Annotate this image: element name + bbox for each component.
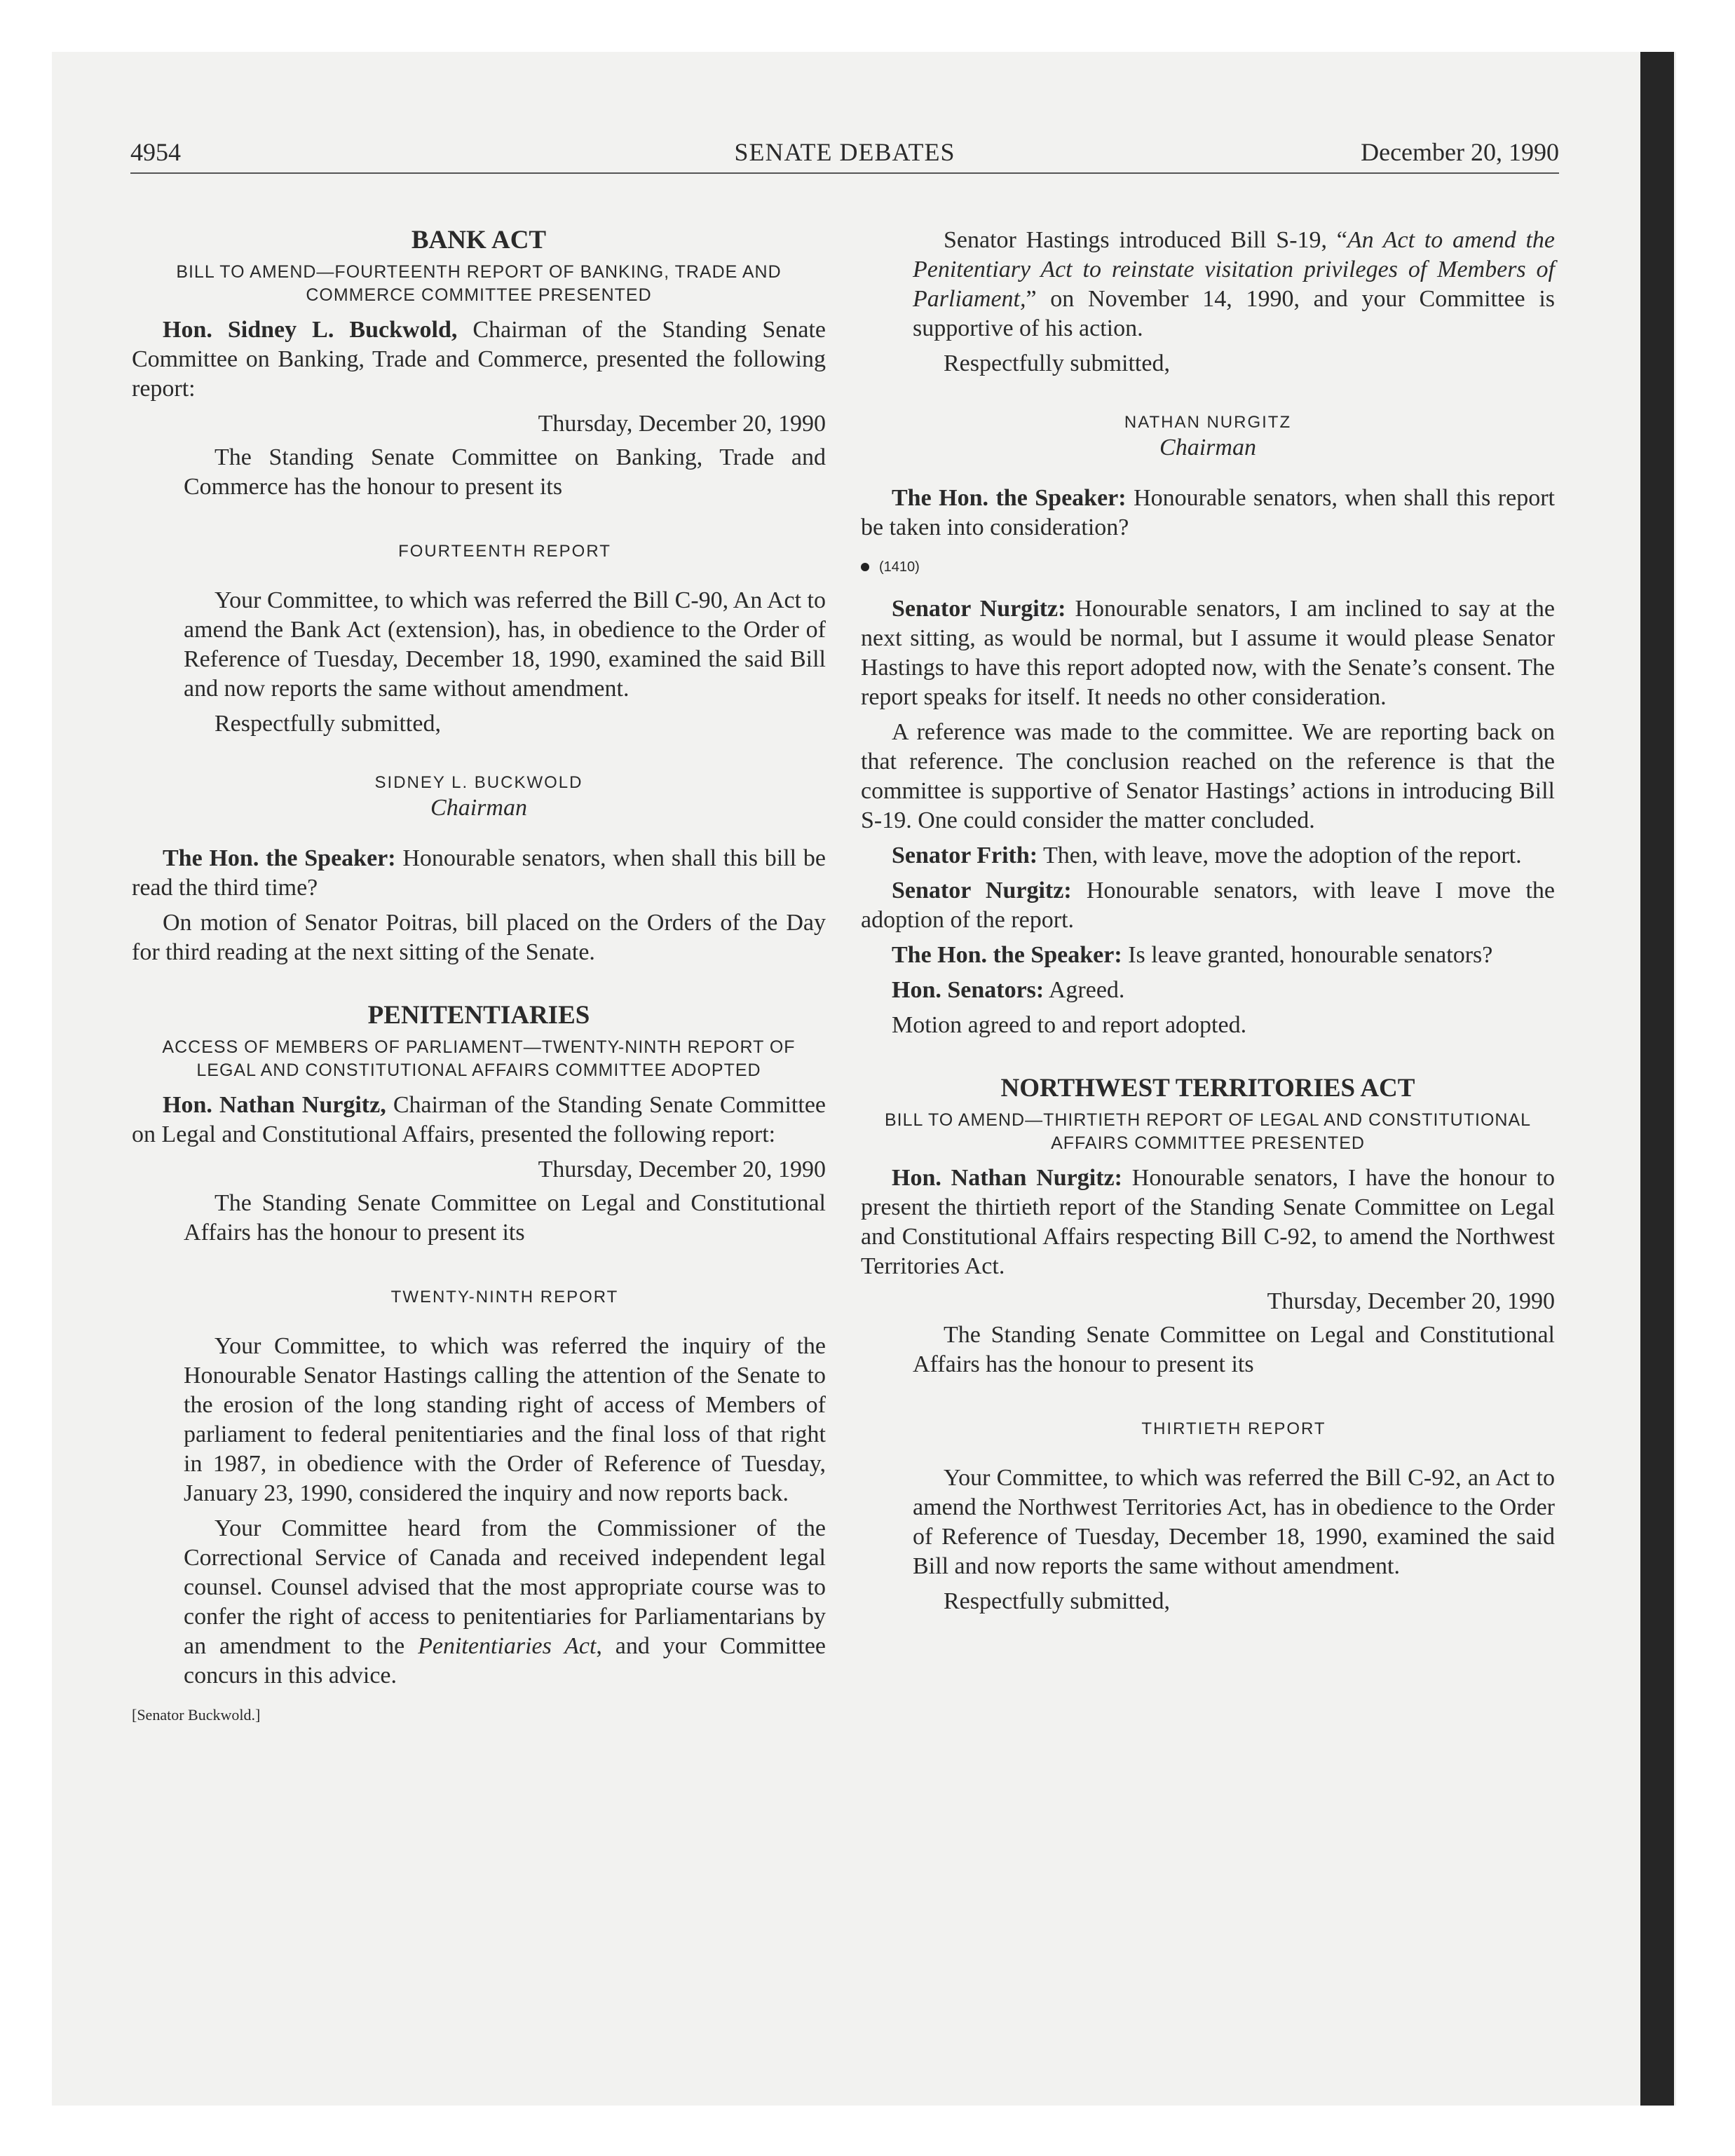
paragraph: On motion of Senator Poitras, bill placed on the Orders of the Day for third reading at the next sitting of the Senate.	[132, 910, 826, 965]
speaker-name: Senator Nurgitz:	[892, 878, 1072, 903]
page-footnote: [Senator Buckwold.]	[132, 1706, 261, 1724]
paragraph: The Hon. the Speaker: Honourable senators, when shall this report be taken into consideration?	[861, 485, 1555, 540]
report-quote	[913, 226, 1555, 378]
paragraph: Senator Nurgitz: Honourable senators, I am inclined to say at the next sitting, as would be normal, but I assume it would please Senator Hastings to have this report adopted now, with the Senate’s consent. The report speaks for itself. It needs no other consideration.	[861, 596, 1556, 710]
paragraph: Your Committee, to which was referred the Bill C-90, An Act to amend the Bank Act (extension), has, in obedience to the Order of Reference of Tuesday, December 18, 1990, examined the said Bill and now reports the same without amendment.	[184, 587, 826, 702]
paragraph: Motion agreed to and report adopted.	[892, 1012, 1247, 1038]
paragraph: The Hon. the Speaker: Is leave granted, honourable senators?	[892, 942, 1493, 968]
page-number: 4954	[130, 138, 181, 166]
signatory-role: Chairman	[1159, 435, 1256, 460]
page-header	[130, 137, 1559, 174]
report-title: FOURTEENTH REPORT	[398, 542, 611, 561]
speaker-name: Hon. Senators:	[892, 977, 1045, 1003]
bullet-icon	[861, 563, 869, 571]
section-subheading: BILL TO AMEND—FOURTEENTH REPORT OF BANKING, TRADE AND COMMERCE COMMITTEE PRESENTED	[176, 262, 782, 305]
report-date: Thursday, December 20, 1990	[538, 411, 826, 437]
time-marker: (1410)	[861, 552, 1555, 582]
report-quote	[184, 443, 826, 739]
paragraph: The Hon. the Speaker: Honourable senators, when shall this bill be read the third time?	[132, 845, 826, 901]
speaker-name: Hon. Sidney L. Buckwold,	[163, 317, 458, 343]
section-subheading: ACCESS OF MEMBERS OF PARLIAMENT—TWENTY-NINTH REPORT OF LEGAL AND CONSTITUTIONAL AFFAIRS COMMITTEE ADOPTED	[162, 1037, 796, 1080]
paragraph: Your Committee, to which was referred the inquiry of the Honourable Senator Hastings calling the attention of the Senate to the erosion of the long standing right of access of Members of parliament to federal penitentiaries and the final loss of that right in 1987, in obedience with the Order of Reference of Tuesday, January 23, 1990, considered the inquiry and now reports back.	[184, 1333, 826, 1506]
signatory: SIDNEY L. BUCKWOLD	[374, 773, 583, 792]
speaker-name: Senator Frith:	[892, 842, 1038, 868]
paragraph: Hon. Sidney L. Buckwold, Chairman of the Standing Senate Committee on Banking, Trade and Commerce, presented the following report:	[132, 317, 826, 402]
closing: Respectfully submitted,	[215, 711, 441, 737]
report-date: Thursday, December 20, 1990	[538, 1157, 826, 1182]
report-quote	[913, 1321, 1555, 1616]
paragraph: Senator Hastings introduced Bill S-19, “An Act to amend the Penitentiary Act to reinstate visitation privileges of Members of Parliament,” on November 14, 1990, and your Committee is supportive of his action.	[913, 227, 1555, 341]
speaker-name: The Hon. the Speaker:	[892, 942, 1122, 968]
report-title: THIRTIETH REPORT	[1141, 1419, 1326, 1438]
left-column	[132, 226, 826, 1730]
section-heading-nwt-act: NORTHWEST TERRITORIES ACT	[1000, 1074, 1415, 1103]
report-quote	[184, 1189, 826, 1691]
paragraph: The Standing Senate Committee on Legal and Constitutional Affairs has the honour to present its	[913, 1322, 1555, 1377]
section-subheading: BILL TO AMEND—THIRTIETH REPORT OF LEGAL AND CONSTITUTIONAL AFFAIRS COMMITTEE PRESENTED	[884, 1110, 1532, 1153]
speaker-name: Hon. Nathan Nurgitz,	[163, 1092, 386, 1118]
publication-title: SENATE DEBATES	[734, 138, 955, 166]
paragraph: Senator Nurgitz: Honourable senators, with leave I move the adoption of the report.	[861, 878, 1555, 933]
report-title: TWENTY-NINTH REPORT	[390, 1288, 619, 1306]
closing: Respectfully submitted,	[944, 1588, 1170, 1614]
closing: Respectfully submitted,	[944, 350, 1170, 376]
paragraph: Your Committee heard from the Commissioner of the Correctional Service of Canada and received independent legal counsel. Counsel advised that the most appropriate course was to confer the right of access to penitentiaries for Parliamentarians by an amendment to the Penitentiaries Act, and your Committee concurs in this advice.	[184, 1515, 826, 1688]
paragraph: A reference was made to the committee. We are reporting back on that reference. The conclusion reached on the reference is that the committee is supportive of Senator Hastings’ actions in introducing Bill S-19. One could consider the matter concluded.	[861, 719, 1555, 833]
paragraph: Hon. Nathan Nurgitz: Honourable senators, I have the honour to present the thirtieth report of the Standing Senate Committee on Legal and Constitutional Affairs respecting Bill C-92, to amend the Northwest Territories Act.	[861, 1165, 1556, 1279]
speaker-name: The Hon. the Speaker:	[892, 485, 1127, 511]
signatory: NATHAN NURGITZ	[1124, 413, 1292, 432]
speaker-name: Hon. Nathan Nurgitz:	[892, 1165, 1122, 1191]
paragraph: Hon. Nathan Nurgitz, Chairman of the Standing Senate Committee on Legal and Constitutional Affairs, presented the following report:	[132, 1092, 826, 1147]
signatory-role: Chairman	[430, 795, 527, 821]
paragraph: Senator Frith: Then, with leave, move the adoption of the report.	[892, 842, 1522, 868]
paragraph: The Standing Senate Committee on Legal and Constitutional Affairs has the honour to present its	[184, 1190, 826, 1246]
header-date: December 20, 1990	[1361, 138, 1559, 166]
scan-edge-bar	[1640, 52, 1674, 2106]
section-heading-penitentiaries: PENITENTIARIES	[367, 1001, 590, 1030]
paragraph: Your Committee, to which was referred the Bill C-92, an Act to amend the Northwest Territories Act, has in obedience to the Order of Reference of Tuesday, December 18, 1990, examined the said Bill and now reports the same without amendment.	[913, 1465, 1555, 1579]
speaker-name: The Hon. the Speaker:	[163, 845, 396, 871]
paragraph: The Standing Senate Committee on Banking, Trade and Commerce has the honour to present its	[184, 444, 826, 500]
right-column	[861, 226, 1555, 1622]
report-date: Thursday, December 20, 1990	[1267, 1288, 1555, 1314]
paragraph: Hon. Senators: Agreed.	[892, 977, 1125, 1003]
speaker-name: Senator Nurgitz:	[892, 596, 1066, 622]
section-heading-bank-act: BANK ACT	[411, 226, 547, 254]
